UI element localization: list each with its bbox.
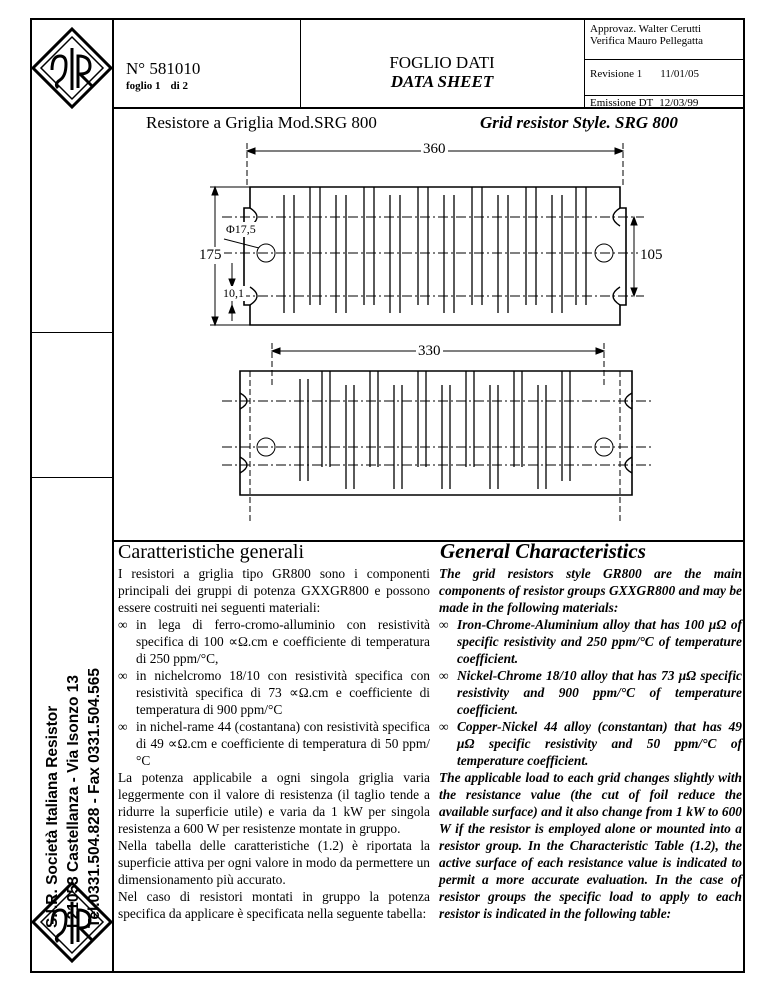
dimension-label: 105 [640, 247, 663, 263]
paragraph: Nella tabella delle caratteristiche (1.2) è riportata la superficie attiva per ogni valore in modo da permettere un dimensionamento più accurato. [118, 838, 430, 887]
bullet-icon: ∞ [118, 668, 128, 683]
dimension-label: 330 [418, 343, 441, 359]
bullet-icon: ∞ [118, 617, 128, 632]
dimension-label: 10,1 [223, 286, 244, 300]
materials-list-en [439, 616, 742, 769]
header-rule [584, 95, 745, 96]
left-column-rule [30, 477, 114, 478]
list-item: ∞ Nickel-Chrome 18/10 alloy that has 73 μΩ specific resistivity and 900 ppm/°C of temperature coefficient. [439, 668, 742, 717]
dimension-label: Φ17,5 [226, 222, 256, 236]
bullet-icon: ∞ [118, 719, 128, 734]
company-name: S.I.R. Società Italiana Resistor [44, 705, 61, 928]
body-text-it [118, 565, 430, 922]
list-item: ∞ in nichel-rame 44 (costantana) con resistività specifica di 49 ∝Ω.cm e coefficiente di temperatura di 50 ppm/°C [118, 719, 430, 768]
bullet-icon: ∞ [439, 617, 449, 632]
list-item: ∞ in lega di ferro-cromo-alluminio con resistività specifica di 100 ∝Ω.cm e coefficiente di temperatura di 250 ppm/°C, [118, 617, 430, 666]
paragraph: I resistori a griglia tipo GR800 sono i componenti principali dei gruppi di potenza GXXGR800 e possono essere costruiti nei seguenti materiali: [118, 566, 430, 615]
left-column-rule [30, 332, 114, 333]
technical-drawing [114, 135, 745, 540]
sir-logo [30, 26, 114, 110]
paragraph: The applicable load to each grid changes slightly with the resistance value (the cut of foil reduce the available surface) and it also change from 1 kW to 600 W if the resistor is employed alone or mounted into a resistor group. In the Characteristic Table (1.2), the active surface of each resistance value is indicated to permit a more accurate evaluation. In the case of resistor groups the specific load to apply to each resistor is indicated in the following table: [439, 770, 742, 921]
bullet-icon: ∞ [439, 719, 449, 734]
product-title-en: Grid resistor Style. SRG 800 [480, 113, 678, 132]
doc-title-en: DATA SHEET [390, 72, 494, 91]
paragraph: Nel caso di resistori montati in gruppo la potenza specifica da applicare è specificata nella seguente tabella: [118, 889, 430, 921]
header-rule [584, 59, 745, 60]
paragraph: La potenza applicabile a ogni singola griglia varia leggermente con il valore di resistenza (il taglio tende a ridurre la superficie utile) e varia da 1 kW per singola resistenza a 600 W per resistenze montate in gruppo. [118, 770, 430, 836]
header-rule [584, 18, 585, 107]
list-item: ∞ in nichelcromo 18/10 con resistività specifica con resistività specifica di 73 ∝Ω.cm e coefficiente di temperatura di 900 ppm/°C [118, 668, 430, 717]
revision-info: Revisione 1 11/01/05 [590, 68, 699, 80]
issue-info: Emissione DT 12/03/99 [590, 97, 699, 109]
dimension-label: 175 [199, 247, 222, 263]
company-contacts: Tel.0331.504.828 - Fax 0331.504.565 [86, 668, 103, 928]
paragraph: The grid resistors style GR800 are the main components of resistor groups GXXGR800 and may be made in the following materials: [439, 566, 742, 615]
product-title-it: Resistore a Griglia Mod.SRG 800 [146, 113, 377, 132]
list-item: ∞ Iron-Chrome-Aluminium alloy that has 100 μΩ of specific resistivity and 250 ppm/°C of temperature coefficient. [439, 617, 742, 666]
company-address: I 21053 Castellanza - Via Isonzo 13 [65, 674, 82, 928]
section-heading-it: Caratteristiche generali [118, 541, 305, 563]
sheet-counter: foglio 1 di 2 [126, 80, 188, 92]
section-heading-en: General Characteristics [440, 539, 646, 563]
bullet-icon: ∞ [439, 668, 449, 683]
body-text-en [439, 565, 742, 922]
dimension-label: 360 [423, 141, 446, 157]
list-item: ∞ Copper-Nickel 44 alloy (constantan) that has 49 μΩ specific resistivity and 50 ppm/°C of temperature coefficient. [439, 719, 742, 768]
approval-block: Approvaz. Walter Cerutti Verifica Mauro Pellegatta [590, 23, 704, 47]
document-number: N° 581010 [126, 59, 201, 78]
materials-list-it [118, 616, 430, 769]
doc-title-it: FOGLIO DATI [389, 53, 495, 72]
